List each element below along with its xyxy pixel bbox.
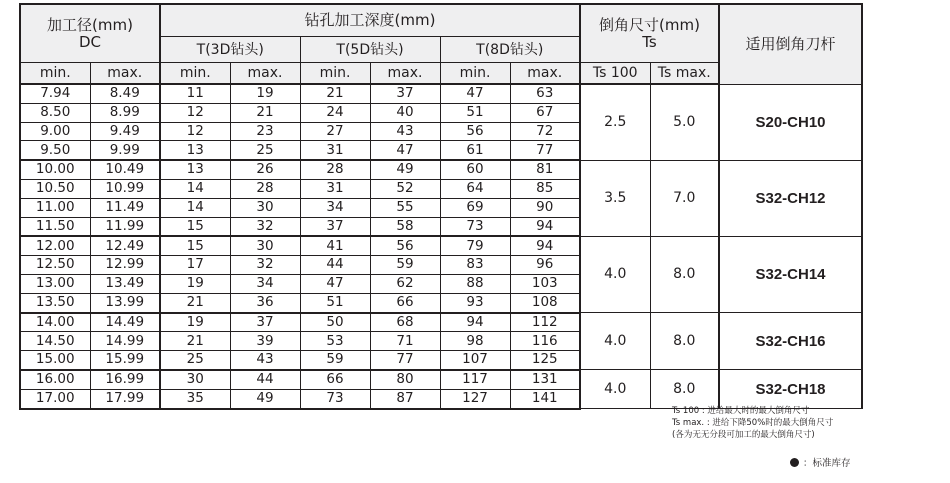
t3d-min-cell: 15 — [160, 236, 230, 255]
dc-max-cell: 12.49 — [90, 236, 160, 255]
t8d-max-cell: 96 — [510, 256, 580, 275]
tsmax-cell: 8.0 — [650, 236, 719, 312]
t5d-min-cell: 41 — [300, 236, 370, 255]
t5d-min-cell: 21 — [300, 84, 370, 103]
t3d-max-cell: 37 — [230, 313, 300, 332]
dc-min-cell: 9.00 — [20, 122, 90, 141]
t5d-max-cell: 43 — [370, 122, 440, 141]
depth-header: 钻孔加工深度(mm) — [160, 4, 580, 37]
dc-min-cell: 14.50 — [20, 332, 90, 351]
note-tsmax: Ts max. : 进给下降50%时的最大倒角尺寸 — [672, 418, 834, 428]
t5d-header: T(5D钻头) — [300, 37, 440, 63]
t5d-min-cell: 53 — [300, 332, 370, 351]
t8d-min-cell: 83 — [440, 256, 510, 275]
t5d-min-cell: 24 — [300, 103, 370, 122]
t5d-min-cell: 51 — [300, 293, 370, 312]
t5d-max-cell: 47 — [370, 141, 440, 160]
t3d-min-cell: 13 — [160, 160, 230, 179]
footnotes — [672, 405, 833, 441]
t8d-min-cell: 79 — [440, 236, 510, 255]
t5d-min-cell: 73 — [300, 389, 370, 408]
t8d-max-cell: 103 — [510, 274, 580, 293]
table-row — [20, 160, 862, 179]
dc-max-cell: 8.99 — [90, 103, 160, 122]
t5d-min-cell: 66 — [300, 370, 370, 389]
t5d-max-cell: 59 — [370, 256, 440, 275]
t3d-max-cell: 36 — [230, 293, 300, 312]
t3d-max-cell: 30 — [230, 198, 300, 217]
ts-sub: Ts — [642, 32, 657, 51]
t3d-max-header: max. — [230, 63, 300, 85]
t5d-max-cell: 56 — [370, 236, 440, 255]
t8d-min-cell: 117 — [440, 370, 510, 389]
t8d-header: T(8D钻头) — [440, 37, 580, 63]
t3d-min-header: min. — [160, 63, 230, 85]
t5d-min-cell: 28 — [300, 160, 370, 179]
t5d-min-cell: 50 — [300, 313, 370, 332]
holder-cell: S32-CH16 — [719, 313, 862, 370]
t5d-max-cell: 80 — [370, 370, 440, 389]
t5d-max-cell: 87 — [370, 389, 440, 408]
dc-max-cell: 13.49 — [90, 274, 160, 293]
ts100-cell: 4.0 — [580, 370, 650, 409]
t3d-max-cell: 44 — [230, 370, 300, 389]
t3d-min-cell: 35 — [160, 389, 230, 408]
t5d-max-cell: 68 — [370, 313, 440, 332]
spec-table — [19, 3, 863, 410]
t8d-min-cell: 69 — [440, 198, 510, 217]
ts-label: 倒角尺寸(mm) — [599, 15, 700, 34]
t8d-min-cell: 51 — [440, 103, 510, 122]
ts100-header: Ts 100 — [580, 63, 650, 85]
note-ts100: Ts 100 : 进给最大时的最大倒角尺寸 — [672, 406, 810, 416]
dc-max-cell: 9.99 — [90, 141, 160, 160]
t3d-min-cell: 13 — [160, 141, 230, 160]
table-row — [20, 236, 862, 255]
t3d-max-cell: 25 — [230, 141, 300, 160]
t8d-min-cell: 93 — [440, 293, 510, 312]
t5d-max-cell: 71 — [370, 332, 440, 351]
t5d-max-cell: 58 — [370, 217, 440, 236]
t5d-min-cell: 31 — [300, 141, 370, 160]
t5d-max-cell: 62 — [370, 274, 440, 293]
t8d-min-cell: 127 — [440, 389, 510, 408]
t3d-min-cell: 11 — [160, 84, 230, 103]
t5d-max-cell: 40 — [370, 103, 440, 122]
t5d-max-cell: 52 — [370, 179, 440, 198]
t8d-max-cell: 131 — [510, 370, 580, 389]
dc-min-cell: 10.00 — [20, 160, 90, 179]
t3d-min-cell: 21 — [160, 293, 230, 312]
t3d-max-cell: 26 — [230, 160, 300, 179]
t3d-max-cell: 30 — [230, 236, 300, 255]
ts100-cell: 4.0 — [580, 236, 650, 312]
dc-sub: DC — [78, 32, 102, 51]
t8d-max-cell: 94 — [510, 236, 580, 255]
t5d-max-cell: 37 — [370, 84, 440, 103]
t3d-max-cell: 21 — [230, 103, 300, 122]
t5d-min-cell: 44 — [300, 256, 370, 275]
t3d-max-cell: 34 — [230, 274, 300, 293]
dc-min-cell: 14.00 — [20, 313, 90, 332]
ts100-cell: 4.0 — [580, 313, 650, 370]
t3d-min-cell: 19 — [160, 274, 230, 293]
holder-cell: S32-CH18 — [719, 370, 862, 409]
table-row — [20, 84, 862, 103]
note-general: (各为无无分段可加工的最大倒角尺寸) — [672, 430, 815, 440]
ts100-cell: 3.5 — [580, 160, 650, 236]
t3d-max-cell: 19 — [230, 84, 300, 103]
dc-min-cell: 15.00 — [20, 351, 90, 370]
dc-header — [20, 4, 160, 63]
t8d-min-cell: 61 — [440, 141, 510, 160]
dc-min-cell: 9.50 — [20, 141, 90, 160]
t8d-min-cell: 47 — [440, 84, 510, 103]
t8d-min-cell: 107 — [440, 351, 510, 370]
dc-min-cell: 11.50 — [20, 217, 90, 236]
t3d-header: T(3D钻头) — [160, 37, 300, 63]
t3d-min-cell: 17 — [160, 256, 230, 275]
t3d-min-cell: 12 — [160, 103, 230, 122]
t5d-min-cell: 59 — [300, 351, 370, 370]
t8d-max-cell: 116 — [510, 332, 580, 351]
tsmax-cell: 5.0 — [650, 84, 719, 160]
t5d-max-cell: 77 — [370, 351, 440, 370]
t5d-min-cell: 37 — [300, 217, 370, 236]
t3d-min-cell: 30 — [160, 370, 230, 389]
t3d-min-cell: 12 — [160, 122, 230, 141]
dc-max-cell: 11.49 — [90, 198, 160, 217]
dc-min-cell: 12.50 — [20, 256, 90, 275]
dc-max-cell: 16.99 — [90, 370, 160, 389]
dc-max-cell: 8.49 — [90, 84, 160, 103]
t5d-max-cell: 49 — [370, 160, 440, 179]
t8d-min-header: min. — [440, 63, 510, 85]
t5d-min-cell: 31 — [300, 179, 370, 198]
dc-min-cell: 12.00 — [20, 236, 90, 255]
t3d-min-cell: 25 — [160, 351, 230, 370]
dc-min-cell: 16.00 — [20, 370, 90, 389]
dc-max-cell: 12.99 — [90, 256, 160, 275]
t5d-max-cell: 66 — [370, 293, 440, 312]
t3d-min-cell: 21 — [160, 332, 230, 351]
tsmax-header: Ts max. — [650, 63, 719, 85]
dc-max-cell: 13.99 — [90, 293, 160, 312]
dc-min-header: min. — [20, 63, 90, 85]
t5d-min-cell: 47 — [300, 274, 370, 293]
t8d-max-cell: 63 — [510, 84, 580, 103]
t3d-max-cell: 39 — [230, 332, 300, 351]
t8d-max-cell: 141 — [510, 389, 580, 408]
t8d-max-cell: 108 — [510, 293, 580, 312]
dc-min-cell: 7.94 — [20, 84, 90, 103]
t8d-max-cell: 77 — [510, 141, 580, 160]
t3d-max-cell: 32 — [230, 217, 300, 236]
t8d-min-cell: 64 — [440, 179, 510, 198]
dc-min-cell: 11.00 — [20, 198, 90, 217]
t3d-min-cell: 15 — [160, 217, 230, 236]
dc-max-cell: 10.49 — [90, 160, 160, 179]
t3d-max-cell: 43 — [230, 351, 300, 370]
dc-min-cell: 17.00 — [20, 389, 90, 408]
t8d-max-cell: 90 — [510, 198, 580, 217]
t8d-min-cell: 88 — [440, 274, 510, 293]
t8d-max-cell: 112 — [510, 313, 580, 332]
t3d-max-cell: 49 — [230, 389, 300, 408]
dc-max-cell: 10.99 — [90, 179, 160, 198]
dc-label: 加工径(mm) — [47, 15, 133, 34]
t3d-min-cell: 14 — [160, 179, 230, 198]
t8d-max-cell: 67 — [510, 103, 580, 122]
stock-legend — [790, 455, 851, 469]
t8d-max-cell: 94 — [510, 217, 580, 236]
ts100-cell: 2.5 — [580, 84, 650, 160]
t8d-max-cell: 85 — [510, 179, 580, 198]
dc-max-cell: 9.49 — [90, 122, 160, 141]
tsmax-cell: 7.0 — [650, 160, 719, 236]
holder-cell: S32-CH14 — [719, 236, 862, 312]
t5d-min-cell: 34 — [300, 198, 370, 217]
t8d-min-cell: 73 — [440, 217, 510, 236]
holder-cell: S20-CH10 — [719, 84, 862, 160]
holder-cell: S32-CH12 — [719, 160, 862, 236]
t8d-min-cell: 98 — [440, 332, 510, 351]
stock-dot-icon — [790, 458, 799, 467]
t3d-max-cell: 28 — [230, 179, 300, 198]
t8d-max-cell: 81 — [510, 160, 580, 179]
dc-min-cell: 8.50 — [20, 103, 90, 122]
dc-max-cell: 17.99 — [90, 389, 160, 408]
table-row — [20, 370, 862, 389]
dc-max-cell: 15.99 — [90, 351, 160, 370]
stock-legend-label: ：标准库存 — [803, 458, 851, 469]
dc-min-cell: 10.50 — [20, 179, 90, 198]
ts-header — [580, 4, 719, 63]
t8d-min-cell: 60 — [440, 160, 510, 179]
t8d-max-cell: 72 — [510, 122, 580, 141]
dc-min-cell: 13.00 — [20, 274, 90, 293]
t8d-min-cell: 94 — [440, 313, 510, 332]
tsmax-cell: 8.0 — [650, 370, 719, 409]
tsmax-cell: 8.0 — [650, 313, 719, 370]
table-row — [20, 313, 862, 332]
dc-max-cell: 11.99 — [90, 217, 160, 236]
t3d-min-cell: 14 — [160, 198, 230, 217]
t3d-max-cell: 23 — [230, 122, 300, 141]
t5d-min-cell: 27 — [300, 122, 370, 141]
t5d-min-header: min. — [300, 63, 370, 85]
dc-min-cell: 13.50 — [20, 293, 90, 312]
t8d-min-cell: 56 — [440, 122, 510, 141]
dc-max-cell: 14.99 — [90, 332, 160, 351]
t5d-max-header: max. — [370, 63, 440, 85]
t5d-max-cell: 55 — [370, 198, 440, 217]
dc-max-cell: 14.49 — [90, 313, 160, 332]
holder-header: 适用倒角刀杆 — [719, 4, 862, 84]
t3d-min-cell: 19 — [160, 313, 230, 332]
t3d-max-cell: 32 — [230, 256, 300, 275]
t8d-max-cell: 125 — [510, 351, 580, 370]
t8d-max-header: max. — [510, 63, 580, 85]
dc-max-header: max. — [90, 63, 160, 85]
